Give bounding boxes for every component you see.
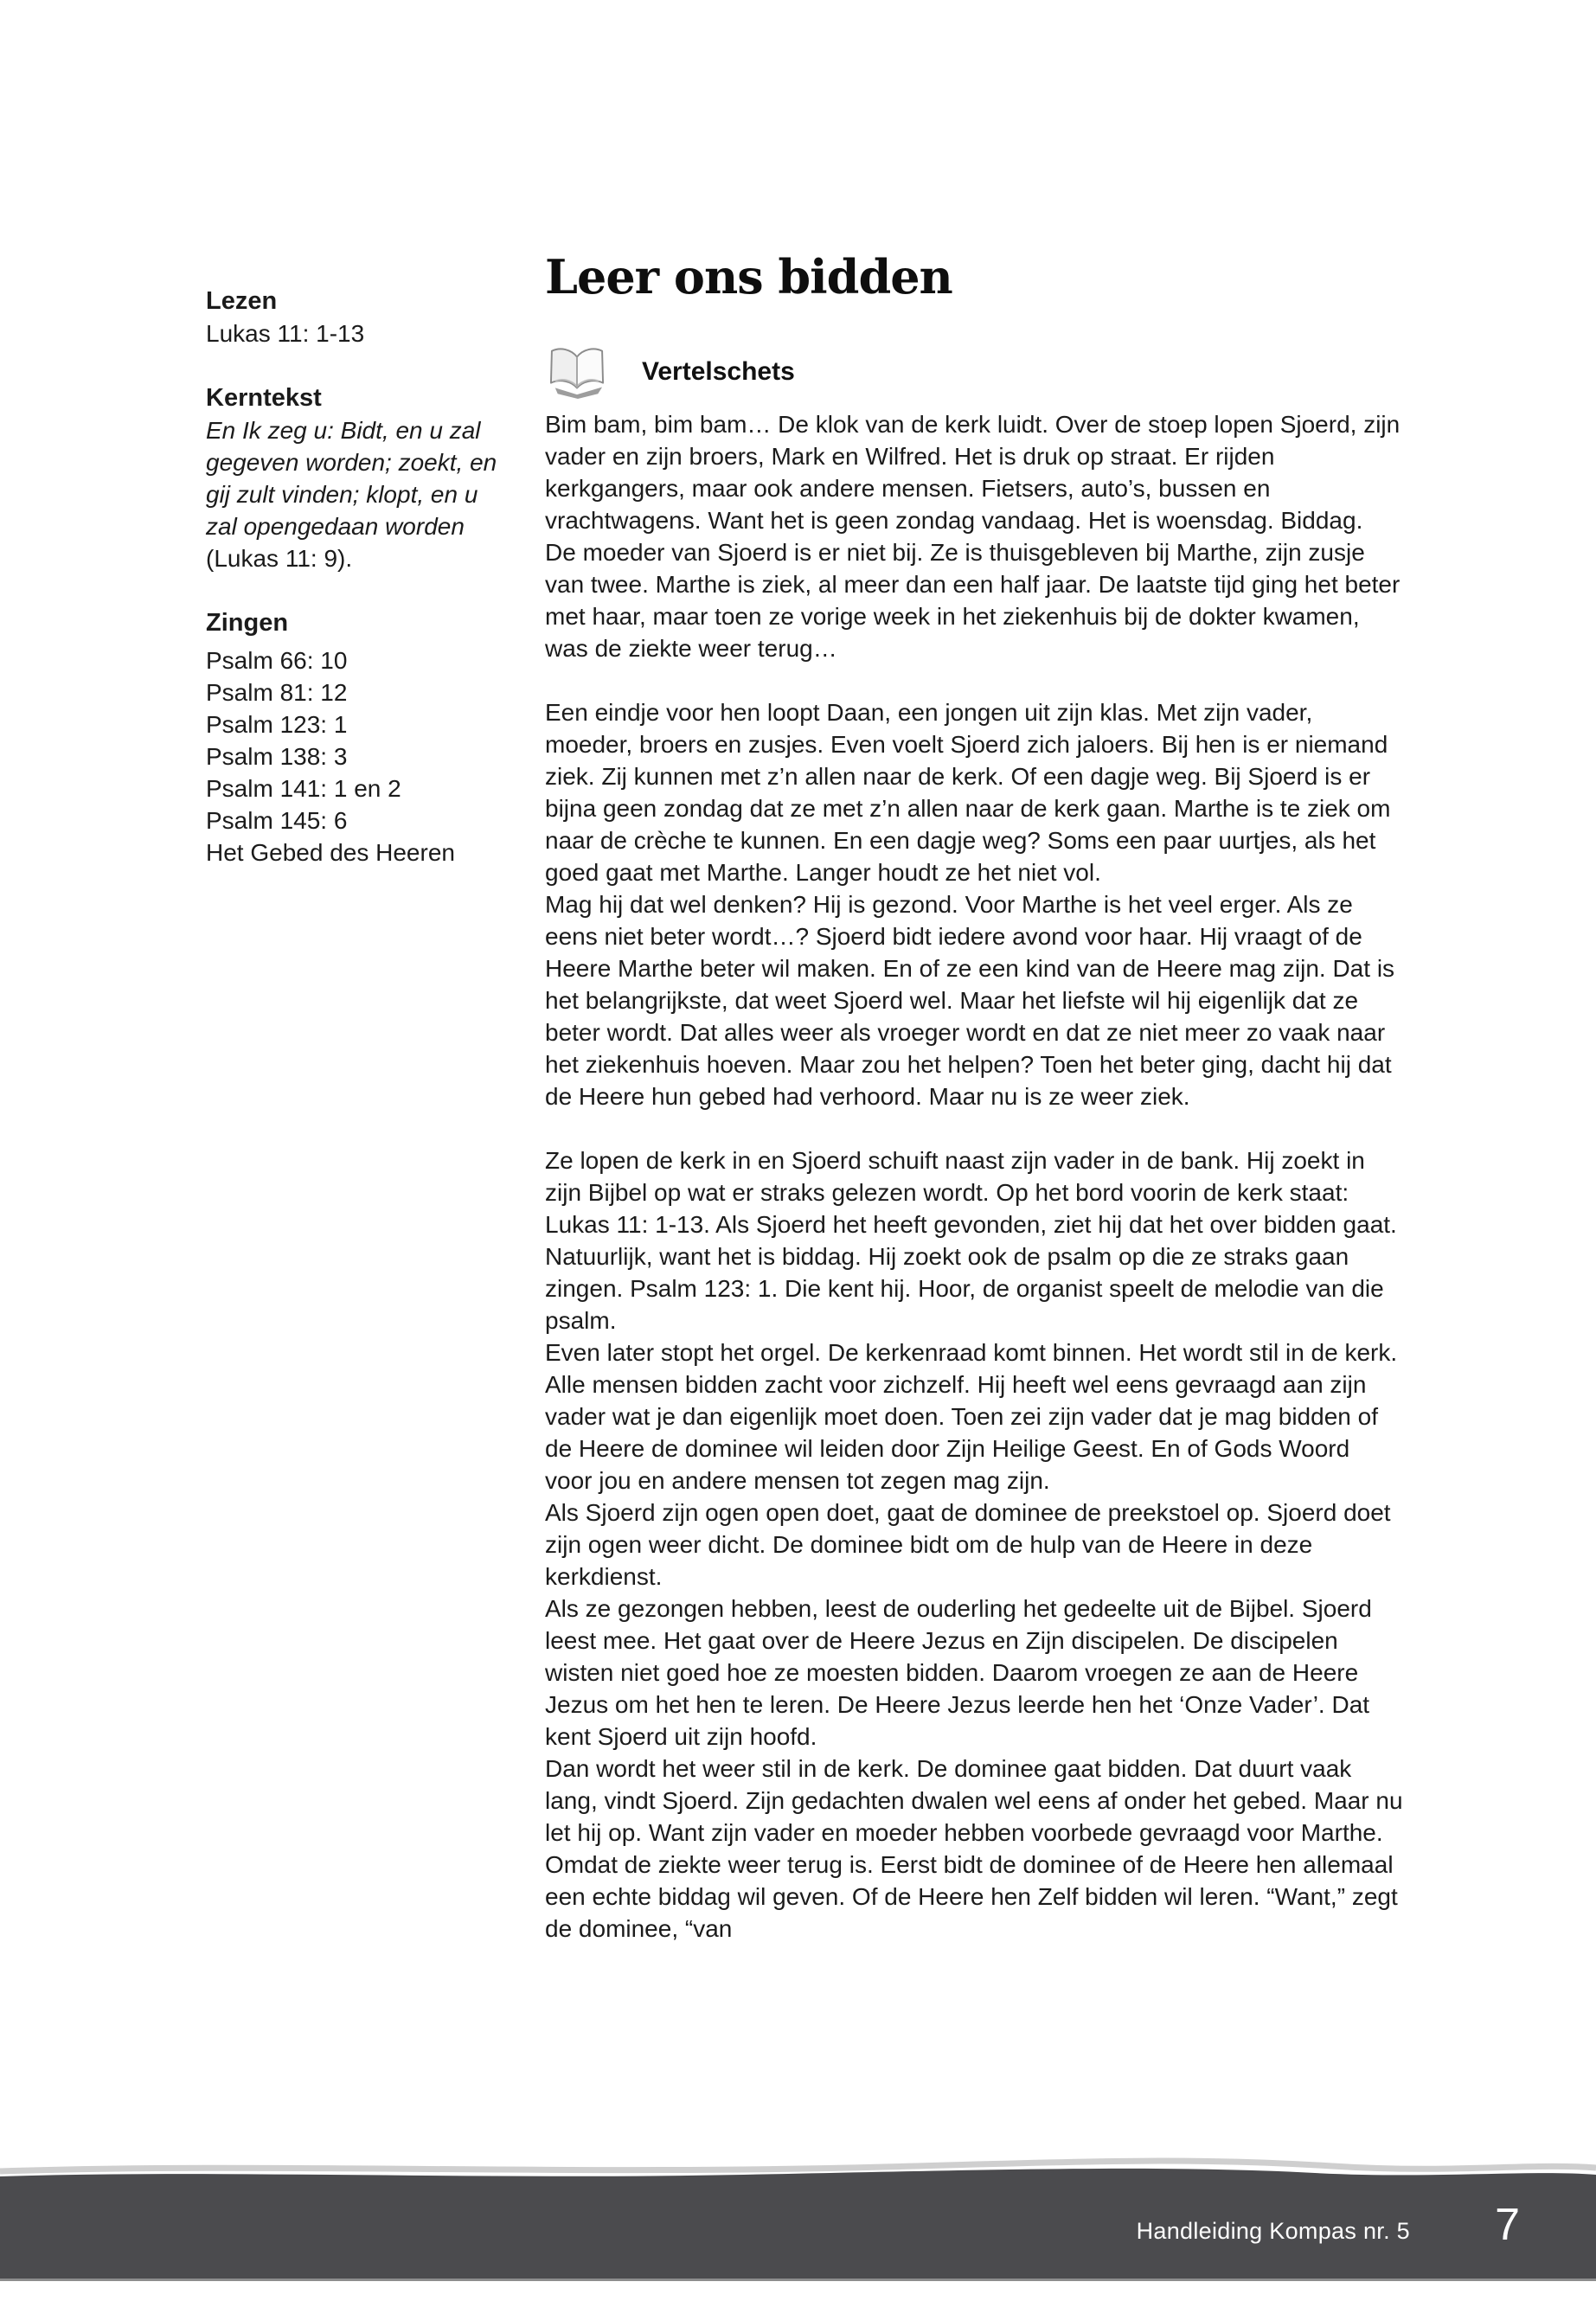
- kerntekst-reference: (Lukas 11: 9).: [206, 545, 353, 572]
- story-text: [545, 408, 1403, 1945]
- paragraph-block: Bim bam, bim bam… De klok van de kerk luidt. Over de stoep lopen Sjoerd, zijn vader en zijn broers, Mark en Wilfred. Het is druk op straat. Er rijden kerkgangers, maar ook andere mensen. Fietsers, auto’s, bussen en vrachtwagens. Want het is geen zondag vandaag. Het is woensdag. Biddag.: [545, 411, 1401, 534]
- footer-label: Handleiding Kompas nr. 5: [1136, 2218, 1410, 2244]
- heading-lezen: Lezen: [206, 287, 278, 315]
- heading-zingen: Zingen: [206, 609, 289, 637]
- paragraph: [545, 1144, 1403, 1945]
- zingen-item: Psalm 123: 1: [206, 711, 348, 738]
- zingen-section: [206, 607, 507, 868]
- heading-kerntekst: Kerntekst: [206, 384, 322, 412]
- page-title: Leer ons bidden: [545, 249, 952, 304]
- paragraph-block: Even later stopt het orgel. De kerkenraad komt binnen. Het wordt stil in de kerk. Alle mensen bidden zacht voor zichzelf. Hij heeft wel eens gevraagd aan zijn vader wat je dan eigenlijk moet doen. Toen zei zijn vader dat je mag bidden of de Heere de dominee wil leiden door Zijn Heilige Geest. En of Gods Woord voor jou en andere mensen tot zegen mag zijn.: [545, 1339, 1398, 1494]
- page-number: 7: [1495, 2200, 1520, 2250]
- footer-bar: [0, 2183, 1596, 2281]
- paragraph: [545, 408, 1403, 664]
- sidebar: [206, 285, 507, 901]
- zingen-item: Psalm 138: 3: [206, 743, 348, 770]
- paragraph-block: Dan wordt het weer stil in de kerk. De dominee gaat bidden. Dat duurt vaak lang, vindt Sjoerd. Zijn gedachten dwalen wel eens af onder het gebed. Maar nu let hij op. Want zijn vader en moeder hebben voorbede gevraagd voor Marthe. Omdat de ziekte weer terug is. Eerst bidt de dominee of de Heere hen allemaal een echte biddag wil geven. Of de Heere hen Zelf bidden wil leren. “Want,” zegt de dominee, “van: [545, 1755, 1403, 1942]
- zingen-list: [206, 644, 507, 868]
- zingen-item: Het Gebed des Heeren: [206, 839, 455, 866]
- main-column: [545, 249, 1403, 1945]
- paragraph-block: Mag hij dat wel denken? Hij is gezond. Voor Marthe is het veel erger. Als ze eens niet beter wordt…? Sjoerd bidt iedere avond voor haar. Hij vraagt of de Heere Marthe beter wil maken. En of ze een kind van de Heere mag zijn. Dat is het belangrijkste, dat weet Sjoerd wel. Maar het liefste wil hij eigenlijk dat ze beter wordt. Dat alles weer als vroeger wordt en dat ze niet meer zo vaak naar het ziekenhuis hoeven. Maar zou het helpen? Toen het beter ging, dacht hij dat de Heere hun gebed had verhoord. Maar nu is ze weer ziek.: [545, 891, 1395, 1110]
- open-book-icon: [545, 344, 609, 400]
- kerntekst-quote: En Ik zeg u: Bidt, en u zal gegeven worden; zoekt, en gij zult vinden; klopt, en u zal opengedaan worden: [206, 417, 497, 540]
- zingen-item: Psalm 145: 6: [206, 807, 348, 834]
- paragraph-block: Ze lopen de kerk in en Sjoerd schuift naast zijn vader in de bank. Hij zoekt in zijn Bijbel op wat er straks gelezen wordt. Op het bord voorin de kerk staat: Lukas 11: 1-13. Als Sjoerd het heeft gevonden, ziet hij dat het over bidden gaat. Natuurlijk, want het is biddag. Hij zoekt ook de psalm op die ze straks gaan zingen. Psalm 123: 1. Die kent hij. Hoor, de organist speelt de melodie van die psalm.: [545, 1147, 1397, 1334]
- paragraph: [545, 696, 1403, 1112]
- paragraph-block: Een eindje voor hen loopt Daan, een jongen uit zijn klas. Met zijn vader, moeder, broers en zusjes. Even voelt Sjoerd zich jaloers. Bij hen is er niemand ziek. Zij kunnen met z’n allen naar de kerk. Of een dagje weg. Bij Sjoerd is er bijna geen zondag dat ze met z’n allen naar de kerk gaan. Marthe is te ziek om naar de crèche te kunnen. En een dagje weg? Soms een paar uurtjes, als het goed gaat met Marthe. Langer houdt ze het niet vol.: [545, 699, 1391, 886]
- kerntekst-section: [206, 382, 507, 574]
- vertelschets-label: Vertelschets: [642, 357, 795, 386]
- lezen-section: [206, 285, 507, 349]
- lezen-reference: Lukas 11: 1-13: [206, 320, 365, 347]
- paragraph-block: Als ze gezongen hebben, leest de ouderling het gedeelte uit de Bijbel. Sjoerd leest mee. Het gaat over de Heere Jezus en Zijn discipelen. De discipelen wisten niet goed hoe ze moesten bidden. Daarom vroegen ze aan de Heere Jezus om het hen te leren. De Heere Jezus leerde hen het ‘Onze Vader’. Dat kent Sjoerd uit zijn hoofd.: [545, 1595, 1372, 1750]
- paragraph-block: Als Sjoerd zijn ogen open doet, gaat de dominee de preekstoel op. Sjoerd doet zijn ogen weer dicht. De dominee bidt om de hulp van de Heere in deze kerkdienst.: [545, 1499, 1391, 1590]
- zingen-item: Psalm 141: 1 en 2: [206, 775, 401, 802]
- zingen-item: Psalm 66: 10: [206, 647, 348, 674]
- vertelschets-header: [545, 344, 1403, 400]
- zingen-item: Psalm 81: 12: [206, 679, 348, 706]
- paragraph-block: De moeder van Sjoerd is er niet bij. Ze is thuisgebleven bij Marthe, zijn zusje van twee. Marthe is ziek, al meer dan een half jaar. De laatste tijd ging het beter met haar, maar toen ze vorige week in het ziekenhuis bij de dokter kwamen, was de ziekte weer terug…: [545, 539, 1401, 662]
